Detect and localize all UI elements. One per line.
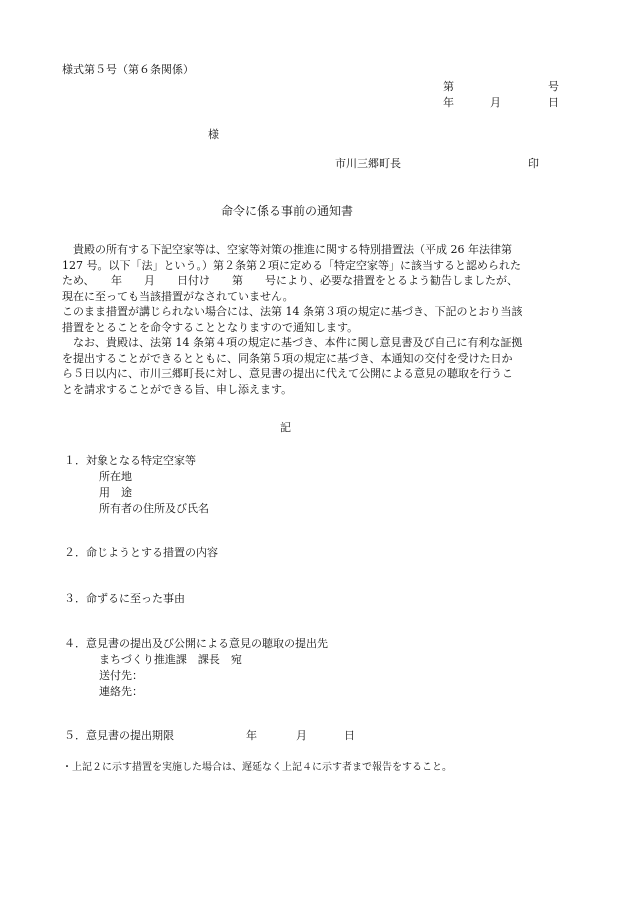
seal-mark: 印 (528, 157, 539, 170)
section-4-contact: 連絡先： (99, 685, 143, 698)
section-4-destination: まちづくり推進課 課長 宛 (99, 653, 242, 666)
section-1-item-location: 所在地 (99, 470, 132, 483)
body-line: 貴殿の所有する下記空家等は、空家等対策の推進に関する特別措置法（平成 26 年法律第 (62, 243, 512, 256)
body-line: 措置をとることを命令することとなりますので通知します。 (62, 320, 359, 334)
body-line: なお、貴殿は、法第 14 条第４項の規定に基づき、本件に関し意見書及び自己に有利な証拠 (62, 336, 523, 349)
body-line: このまま措置が講じられない場合には、法第 14 条第３項の規定に基づき、下記のとおり当該 (62, 305, 523, 318)
body-line: ため、 年 月 日付け 第 号により、必要な措置をとるよう勧告しましたが、 (62, 274, 519, 287)
date-day: 日 (548, 96, 559, 109)
section-1-heading: １．対象となる特定空家等 (64, 454, 196, 467)
section-3-heading: ３．命ずるに至った事由 (64, 592, 185, 605)
date-year: 年 (443, 96, 454, 109)
section-2-heading: ２．命じようとする措置の内容 (64, 546, 218, 559)
body-line: 現在に至っても当該措置がなされていません。 (62, 289, 294, 303)
section-1-item-owner: 所有者の住所及び氏名 (99, 502, 209, 515)
section-4-send-to: 送付先： (99, 669, 143, 682)
footnote: ・上記２に示す措置を実施した場合は、遅延なく上記４に示す者まで報告をすること。 (62, 762, 452, 773)
section-5-day: 日 (344, 729, 355, 742)
number-go: 号 (548, 80, 559, 93)
issuer-name: 市川三郷町長 (335, 157, 401, 170)
body-line: を提出することができるとともに、同条第５項の規定に基づき、本通知の交付を受けた日か (62, 351, 513, 365)
section-5-month: 月 (296, 729, 307, 742)
document-title: 命令に係る事前の通知書 (221, 204, 354, 218)
section-5-year: 年 (246, 729, 257, 742)
section-4-heading: ４．意見書の提出及び公開による意見の聴取の提出先 (64, 637, 328, 650)
form-label: 様式第５号（第６条関係） (62, 63, 194, 76)
body-line: とを請求することができる旨、申し添えます。 (62, 382, 293, 396)
date-month: 月 (490, 96, 501, 109)
body-line: 127 号。以下「法」という。）第２条第２項に定める「特定空家等」に該当すると認められた (62, 258, 521, 272)
ki-heading: 記 (280, 421, 291, 434)
number-dai: 第 (443, 80, 454, 93)
body-text (62, 242, 574, 397)
body-line: ら５日以内に、市川三郷町長に対し、意見書の提出に代えて公開による意見の聴取を行うこ (62, 367, 513, 380)
addressee-suffix: 様 (208, 128, 219, 141)
section-1-item-use: 用 途 (99, 486, 132, 499)
section-5-heading: ５．意見書の提出期限 (64, 729, 174, 742)
